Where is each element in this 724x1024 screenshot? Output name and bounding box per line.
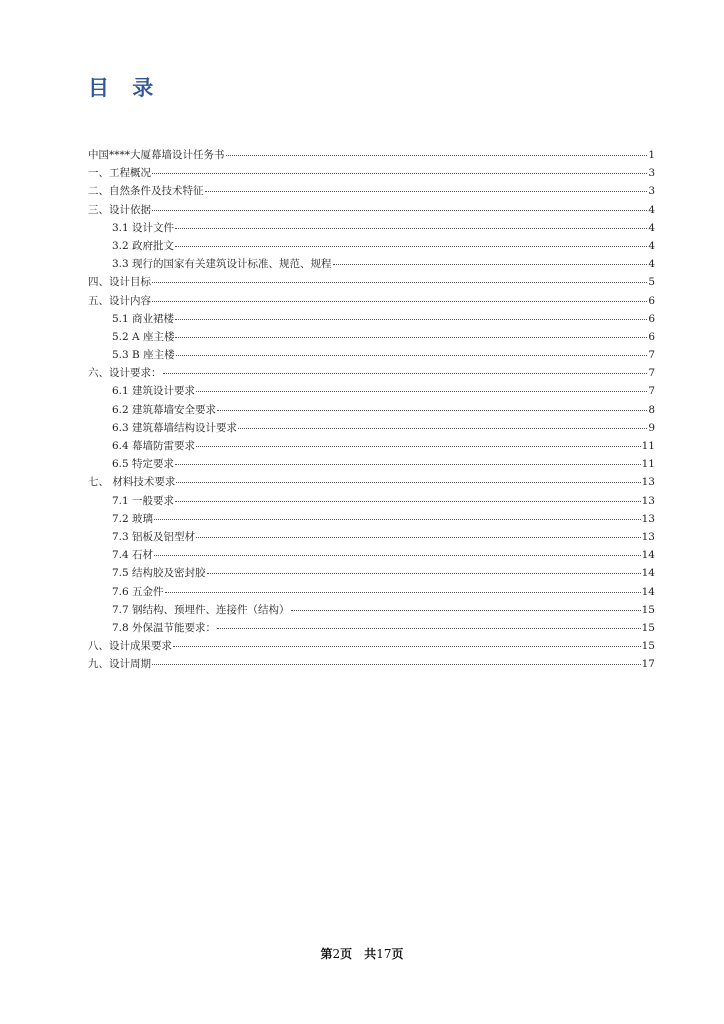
toc-entry-page-number: 13 <box>641 494 655 507</box>
footer-total-number: 17 <box>376 947 392 961</box>
toc-dot-leader <box>175 489 641 502</box>
toc-entry-page-number: 13 <box>641 476 655 489</box>
toc-entry-page-number: 8 <box>648 403 655 416</box>
toc-entry-page-number: 15 <box>641 603 655 616</box>
toc-dot-leader <box>205 179 648 192</box>
toc-entry-page-number: 3 <box>648 185 655 198</box>
toc-dot-leader <box>163 361 648 374</box>
toc-entry-page-number: 15 <box>641 621 655 634</box>
toc-entry-label: 三、设计依据 <box>88 203 151 216</box>
toc-dot-leader <box>196 525 641 538</box>
toc-entry-label: 6.2 建筑幕墙安全要求 <box>112 403 217 416</box>
toc-entry-label: 7.8 外保温节能要求： <box>112 621 217 634</box>
toc-entry-label: 6.3 建筑幕墙结构设计要求 <box>112 421 238 434</box>
toc-dot-leader <box>175 452 641 465</box>
toc-dot-leader <box>152 198 647 211</box>
toc-entry-label: 九、设计周期 <box>88 658 151 671</box>
toc-entry-page-number: 4 <box>648 258 655 271</box>
toc-dot-leader <box>152 270 647 283</box>
toc-entry-page-number: 7 <box>648 385 655 398</box>
toc-dot-leader <box>207 561 641 574</box>
toc-dot-leader <box>173 634 641 647</box>
toc-dot-leader <box>175 216 647 229</box>
toc-entry-label: 3.3 现行的国家有关建筑设计标准、规范、规程 <box>112 258 332 271</box>
toc-entry-label: 6.1 建筑设计要求 <box>112 385 196 398</box>
toc-entry-label: 六、设计要求： <box>88 367 162 380</box>
toc-dot-leader <box>333 252 648 265</box>
toc-entry-label: 四、设计目标 <box>88 276 151 289</box>
toc-entry-page-number: 15 <box>641 640 655 653</box>
toc-entry-page-number: 9 <box>648 421 655 434</box>
toc-dot-leader <box>154 543 641 556</box>
toc-entry-label: 八、设计成果要求 <box>88 640 172 653</box>
toc-list <box>88 145 655 672</box>
page-footer <box>0 946 724 962</box>
toc-dot-leader <box>196 434 641 447</box>
toc-dot-leader <box>152 652 641 665</box>
toc-dot-leader <box>176 343 648 356</box>
toc-entry-page-number: 6 <box>648 294 655 307</box>
toc-dot-leader <box>175 325 647 338</box>
toc-entry-label: 一、工程概况 <box>88 167 151 180</box>
toc-entry-label: 5.2 A 座主楼 <box>112 330 175 343</box>
toc-entry-page-number: 3 <box>648 167 655 180</box>
toc-dot-leader <box>175 234 647 247</box>
toc-dot-leader <box>152 161 647 174</box>
toc-entry-label: 二、自然条件及技术特征 <box>88 185 204 198</box>
toc-dot-leader <box>196 379 647 392</box>
toc-entry-page-number: 11 <box>641 458 655 471</box>
toc-dot-leader <box>226 143 648 156</box>
toc-dot-leader <box>154 507 641 520</box>
toc-entry-label: 5.1 商业裙楼 <box>112 312 175 325</box>
toc-entry-label: 5.3 B 座主楼 <box>112 349 175 362</box>
toc-entry-label: 7.3 铝板及铝型材 <box>112 530 196 543</box>
footer-page-prefix: 第 <box>320 947 333 961</box>
footer-page-number: 2 <box>332 947 341 961</box>
toc-dot-leader <box>175 307 647 320</box>
toc-entry-page-number: 7 <box>648 367 655 380</box>
toc-entry-label: 7.4 石材 <box>112 549 154 562</box>
toc-entry-page-number: 14 <box>641 567 655 580</box>
toc-entry-page-number: 11 <box>641 440 655 452</box>
toc-entry-label: 中国****大厦幕墙设计任务书 <box>88 149 225 161</box>
toc-dot-leader <box>238 416 647 429</box>
toc-entry-page-number: 14 <box>641 549 655 562</box>
toc-entry-page-number: 7 <box>648 349 655 362</box>
toc-entry-page-number: 5 <box>648 276 655 289</box>
toc-entry-page-number: 13 <box>641 512 655 525</box>
toc-entry-label: 7.6 五金件 <box>112 585 164 598</box>
toc-entry[interactable] <box>88 654 655 672</box>
toc-entry-page-number: 14 <box>641 585 655 598</box>
toc-dot-leader <box>217 616 641 629</box>
toc-entry-page-number: 17 <box>641 658 655 671</box>
toc-entry-label: 7.1 一般要求 <box>112 494 175 507</box>
toc-entry-page-number: 4 <box>648 239 655 252</box>
toc-entry-label: 7.7 钢结构、预埋件、连接件（结构） <box>112 603 290 616</box>
toc-entry-label: 3.1 设计文件 <box>112 221 175 234</box>
toc-entry-label: 6.5 特定要求 <box>112 458 175 471</box>
toc-entry-page-number: 1 <box>648 149 655 161</box>
toc-entry-page-number: 4 <box>648 203 655 216</box>
footer-total-suffix: 页 <box>391 947 404 961</box>
footer-total-prefix: 共 <box>364 947 377 961</box>
toc-entry-label: 7.2 玻璃 <box>112 512 154 525</box>
toc-dot-leader <box>291 598 641 611</box>
toc-entry-label: 7.5 结构胶及密封胶 <box>112 567 206 580</box>
toc-dot-leader <box>165 580 641 593</box>
toc-dot-leader <box>217 398 647 411</box>
toc-entry-page-number: 6 <box>648 330 655 343</box>
toc-entry-page-number: 13 <box>641 530 655 543</box>
toc-entry-label: 6.4 幕墙防雷要求 <box>112 440 196 452</box>
toc-entry-label: 3.2 政府批文 <box>112 239 175 252</box>
footer-page-suffix: 页 <box>340 947 353 961</box>
toc-title: 目 录 <box>88 76 162 100</box>
toc-entry-label: 五、设计内容 <box>88 294 151 307</box>
toc-entry-page-number: 4 <box>648 221 655 234</box>
toc-dot-leader <box>152 289 647 302</box>
toc-entry-page-number: 6 <box>648 312 655 325</box>
toc-dot-leader <box>176 470 640 483</box>
toc-entry-label: 七、 材料技术要求 <box>88 476 176 489</box>
